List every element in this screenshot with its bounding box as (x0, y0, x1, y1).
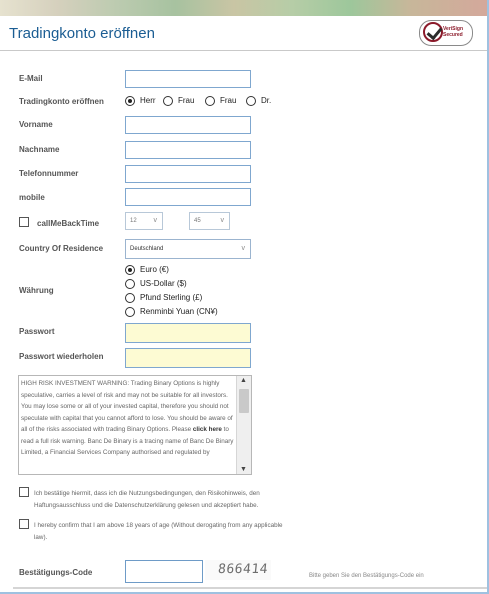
callback-minute-value: 45 (194, 218, 201, 224)
email-label: E-Mail (19, 74, 43, 83)
callback-hour-select[interactable] (125, 212, 163, 230)
terms-checkbox[interactable] (19, 487, 29, 497)
risk-warning-text: HIGH RISK INVESTMENT WARNING: Trading Binary Options is highly speculative, carries a level of risk and may not be suitable for all investors. You may lose some or all of your invested capital, therefore you should not speculate with capital that you cannot afford to lose. You should be aware of all of the risks associated with trading Binary Options. Please click here to read a full risk warning. Banc De Binary is a tracing name of Banc De Binary Limited, a Financial Services Company authorised and regulated by (21, 380, 234, 456)
bottom-divider (13, 587, 487, 589)
badge-line-1: VeriSign (443, 26, 464, 32)
mobile-label: mobile (19, 193, 45, 202)
captcha-code: 866414 (217, 562, 269, 577)
currency-option-eur: Euro (€) (140, 265, 169, 274)
lastname-label: Nachname (19, 145, 60, 154)
salutation-radio-frau[interactable] (163, 96, 173, 106)
password-input[interactable] (125, 323, 251, 343)
callback-minute-select[interactable] (189, 212, 230, 230)
salutation-option-frau-2: Frau (220, 96, 237, 105)
chevron-down-icon: v (220, 217, 224, 224)
verisign-secured-badge[interactable] (419, 20, 473, 46)
age-text: I hereby confirm that I am above 18 years of age (Without derogating from any applicable law). (34, 522, 283, 541)
password-repeat-label: Passwort wiederholen (19, 352, 104, 361)
phone-label: Telefonnummer (19, 169, 79, 178)
currency-option-usd: US-Dollar ($) (140, 279, 187, 288)
badge-line-2: Secured (443, 32, 463, 38)
country-select[interactable] (125, 239, 251, 259)
password-repeat-input[interactable] (125, 348, 251, 368)
salutation-option-herr: Herr (140, 96, 156, 105)
checkmark-seal-icon (423, 22, 443, 42)
scroll-up-icon[interactable]: ▲ (240, 377, 247, 384)
chevron-down-icon: v (153, 217, 157, 224)
captcha-input[interactable] (125, 560, 203, 583)
callback-checkbox[interactable] (19, 217, 29, 227)
scroll-thumb[interactable] (239, 389, 249, 413)
lastname-input[interactable] (125, 141, 251, 159)
email-input[interactable] (125, 70, 251, 88)
page-title: Tradingkonto eröffnen (9, 25, 155, 42)
chevron-down-icon: v (241, 245, 245, 252)
currency-radio-eur[interactable] (125, 265, 135, 275)
form-header (0, 16, 487, 51)
phone-input[interactable] (125, 165, 251, 183)
salutation-label: Tradingkonto eröffnen (19, 97, 104, 106)
mobile-input[interactable] (125, 188, 251, 206)
firstname-input[interactable] (125, 116, 251, 134)
callback-hour-value: 12 (130, 218, 137, 224)
header-banner-strip (0, 0, 487, 16)
password-label: Passwort (19, 327, 55, 336)
callback-label: callMeBackTime (37, 219, 100, 228)
terms-text: Ich bestätige hiermit, dass ich die Nutzungsbedingungen, den Risikohinweis, den Haftungsausschluss und die Datenschutzerklärung gelesen und akzeptiert habe. (34, 490, 260, 509)
salutation-radio-dr[interactable] (246, 96, 256, 106)
currency-radio-gbp[interactable] (125, 293, 135, 303)
captcha-hint: Bitte geben Sie den Bestätigungs-Code ein (309, 573, 424, 579)
risk-warning-scrollbar[interactable] (236, 376, 251, 474)
country-label: Country Of Residence (19, 244, 104, 253)
currency-option-cny: Renminbi Yuan (CN¥) (140, 307, 218, 316)
age-checkbox[interactable] (19, 519, 29, 529)
risk-warning-box[interactable] (18, 375, 252, 475)
captcha-image (205, 560, 271, 580)
scroll-down-icon[interactable]: ▼ (240, 466, 247, 473)
captcha-label: Bestätigungs-Code (19, 568, 93, 577)
firstname-label: Vorname (19, 120, 53, 129)
country-value: Deutschland (130, 246, 164, 252)
currency-radio-cny[interactable] (125, 307, 135, 317)
currency-label: Währung (19, 286, 54, 295)
currency-radio-usd[interactable] (125, 279, 135, 289)
salutation-radio-frau-2[interactable] (205, 96, 215, 106)
salutation-option-frau: Frau (178, 96, 195, 105)
salutation-radio-herr[interactable] (125, 96, 135, 106)
risk-warning-link[interactable]: click here (192, 426, 222, 433)
currency-option-gbp: Pfund Sterling (£) (140, 293, 203, 302)
salutation-option-dr: Dr. (261, 96, 272, 105)
